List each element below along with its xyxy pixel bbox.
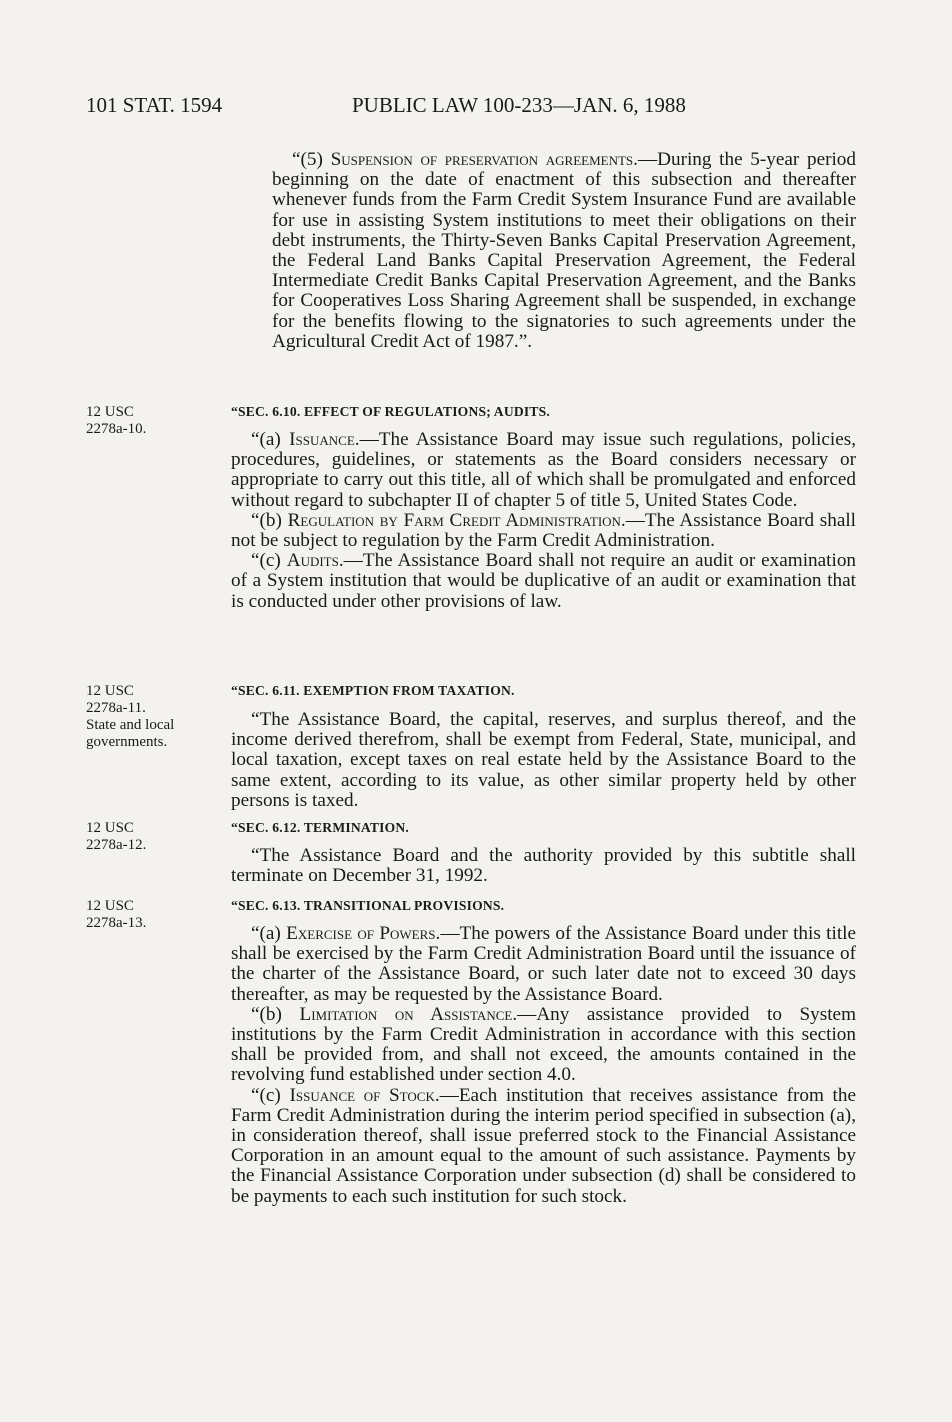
subsection-6-10-b: “(b) Regulation by Farm Credit Administration.—The Assistance Board shall not be subject to regulation by the Farm Credit Administration. [231, 509, 857, 552]
paragraph-5-heading: Suspension of preservation agreements. [330, 149, 638, 170]
section-6-11-body: “The Assistance Board, the capital, reserves, and surplus thereof, and the income derived therefrom, shall be exempt from Federal, State, municipal, and local taxation, except taxes on real estate held by the Assistance Board to the same extent, according to its value, as other similar property held by other persons is taxed. [231, 709, 856, 811]
subsection-6-13-b: “(b) Limitation on Assistance.—Any assistance provided to System institutions by the Farm Credit Administration in accordance with this section shall be provided from, and shall not exceed, the amounts contained in the revolving fund established under section 4.0. [231, 1003, 856, 1086]
subsection-6-13-c: “(c) Issuance of Stock.—Each institution that receives assistance from the Farm Credit Administration during the interim period specified in subsection (a), in consideration thereof, shall issue preferred stock to the Financial Assistance Corporation in an amount equal to the amount of such assistance. Payments by the Financial Assistance Corporation under subsection (d) shall be considered to be payments to each such institution for such stock. [231, 1084, 856, 1207]
section-6-11-heading: “SEC. 6.11. EXEMPTION FROM TAXATION. [231, 683, 515, 698]
paragraph-5: “(5) Suspension of preservation agreements.—During the 5-year period beginning on the date of enactment of this subsection and thereafter whenever funds from the Farm Credit System Insurance Fund are available for use in assisting System institutions to meet their obligations on their debt instruments, the Thirty-Seven Banks Capital Preservation Agreement, the Federal Land Banks Capital Preservation Agreement, the Federal Intermediate Credit Banks Capital Preservation Agreement, and the Banks for Cooperatives Loss Sharing Agreement shall be suspended, in exchange for the benefits flowing to the signatories to such agreements under the Agricultural Credit Act of 1987.”. [272, 149, 856, 352]
margin-note-6-10: 12 USC 2278a-10. [86, 404, 147, 437]
subsection-6-13-a: “(a) Exercise of Powers.—The powers of the Assistance Board under this title shall be exercised by the Farm Credit Administration Board until the issuance of the charter of the Assistance Board, or such later date not to exceed 30 days thereafter, as may be requested by the Assistance Board. [231, 923, 856, 1005]
section-6-10-body [231, 430, 856, 612]
section-6-13-body [231, 924, 856, 1207]
stat-reference: 101 STAT. 1594 [86, 93, 223, 117]
subsection-6-10-c: “(c) Audits.—The Assistance Board shall not require an audit or examination of a System institution that would be duplicative of an audit or examination that is conducted under other provisions of law. [231, 550, 857, 612]
margin-note-6-11: 12 USC 2278a-11. State and local governments. [86, 683, 175, 750]
margin-note-6-12: 12 USC 2278a-12. [86, 820, 147, 853]
law-title: PUBLIC LAW 100-233—JAN. 6, 1988 [352, 93, 686, 117]
section-6-10-heading: “SEC. 6.10. EFFECT OF REGULATIONS; AUDITS. [231, 404, 550, 419]
section-6-12-body: “The Assistance Board and the authority provided by this subtitle shall terminate on December 31, 1992. [231, 845, 856, 887]
section-6-13-heading: “SEC. 6.13. TRANSITIONAL PROVISIONS. [231, 898, 505, 913]
margin-note-6-13: 12 USC 2278a-13. [86, 898, 147, 931]
section-6-12-heading: “SEC. 6.12. TERMINATION. [231, 820, 410, 835]
subsection-6-10-a: “(a) Issuance.—The Assistance Board may issue such regulations, policies, procedures, guidelines, or statements as the Board considers necessary or appropriate to carry out this title, all of which shall be promulgated and enforced without regard to subchapter II of chapter 5 of title 5, United States Code. [231, 429, 856, 511]
